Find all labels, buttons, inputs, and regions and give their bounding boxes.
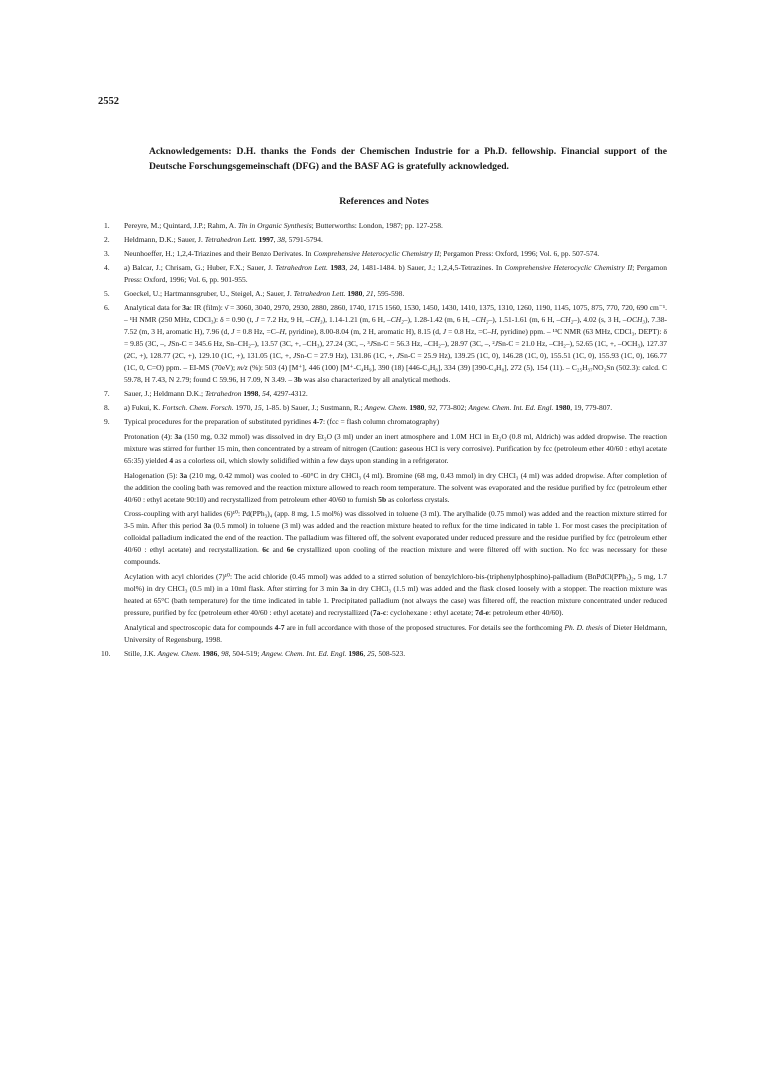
ref-text-run: 5b bbox=[378, 494, 387, 504]
reference-subparagraph bbox=[124, 470, 667, 506]
ref-text-run: , 508-523. bbox=[374, 648, 406, 658]
ref-text-run: a) Fukui, K. bbox=[124, 403, 163, 412]
ref-text-run: Tin in Organic Synthesis bbox=[237, 221, 312, 230]
ref-text-run: 98 bbox=[221, 648, 229, 658]
ref-text-run: Neunhoeffer, H.; 1,2,4-Triazines and their Benzo Derivates. In bbox=[124, 249, 314, 259]
ref-text-run: 1986 bbox=[202, 648, 218, 658]
reference-item bbox=[104, 416, 667, 645]
ref-text-run: Sn-C = 21.0 Hz, –CH₂–), 52.65 (1C, +, –OCH₃), 127.37 (2C, +), 128.77 (2C, +), 129.10 (1C, +), 131.05 (1C, +, bbox=[124, 339, 667, 360]
acknowledgements-text: D.H. thanks the Fonds der Chemischen Industrie for a Ph.D. fellowship. Financial support of the Deutsche Forschungsgemeinschaft (DFG) and the BASF AG is gratefully acknowledged. bbox=[149, 146, 667, 172]
reference-number: 1. bbox=[104, 221, 110, 230]
ref-text-run: 6c bbox=[262, 545, 270, 555]
reference-subparagraph bbox=[124, 431, 667, 467]
reference-body bbox=[124, 648, 667, 660]
acknowledgements-heading: Acknowledgements: bbox=[149, 146, 232, 157]
ref-text-run: Angew. Chem. Int. Ed. Engl. bbox=[468, 403, 554, 412]
ref-text-run: J bbox=[231, 327, 235, 337]
ref-text-run: 3a bbox=[182, 303, 190, 313]
reference-number: 8. bbox=[104, 403, 110, 412]
ref-text-run: OCH₃ bbox=[626, 315, 645, 325]
ref-text-run: , bbox=[345, 263, 350, 273]
ref-text-run: Stille, J.K. bbox=[124, 648, 158, 658]
ref-text-run: = 0.8 Hz, =C– bbox=[446, 327, 492, 337]
ref-text-run: Heldmann, D.K.; Sauer, J. bbox=[124, 235, 205, 245]
reference-item bbox=[104, 388, 667, 400]
ref-text-run: Ph. D. thesis bbox=[564, 622, 603, 632]
ref-text-run: CH₂ bbox=[560, 315, 574, 325]
ref-text-run: Fortsch. Chem. Forsch. bbox=[162, 403, 234, 412]
ref-text-run: 1986 bbox=[348, 648, 364, 658]
ref-text-run: 1980 bbox=[555, 403, 571, 412]
ref-text-run: (0.5 mmol) in toluene (3 ml) was added and the reaction mixture heated to reflux for the time indicated in table 1. For most cases the precipitation of colloidal palladium indicated the end of the reaction. The palladium was filtered off, the solvent evaporated under reduced pressure and the residue purified by fcc (petroleum ether 40/60 : ethyl acetate) and recrystallization. bbox=[124, 521, 667, 555]
ref-text-run: Comprehensive Heterocyclic Chemistry II bbox=[313, 249, 440, 259]
ref-text-run: : IR (film): ν̄ = 3060, 3040, 2970, 2930, 2880, 2860, 1740, 1715 1560, 1530, 1450, 1430, 1410, 1375, 1310, 1260, 1190, 1145, 1075, 875, 770, 720, 690 cm⁻¹. – ¹H NMR (250 MHz, CDCl₃): δ = 0.90 (t, bbox=[124, 303, 667, 325]
ref-text-run: 3a bbox=[179, 470, 188, 480]
ref-text-run: 25 bbox=[367, 648, 375, 658]
ref-text-run: = 7.2 Hz, 9 H, – bbox=[258, 315, 310, 325]
ref-text-run: –), 4.02 (s, 3 H, – bbox=[573, 315, 627, 325]
ref-text-run: 1998 bbox=[243, 388, 259, 398]
ref-text-run: J bbox=[167, 339, 172, 349]
ref-text-run: , 4297-4312. bbox=[269, 388, 308, 398]
reference-number: 5. bbox=[104, 289, 110, 299]
ref-text-run: Tetrahedron Lett. bbox=[293, 289, 346, 299]
ref-text-run: in dry CHCl₃ (1.5 ml) was added and the flask closed loosely with a stopper. The reaction mixture was heated at 65°C (bath temperature) for the time indicated in table 1. Precipitated palladium (not always the case) was filtered off, the reaction mixture concentrated under reduced pressure, purified by fcc (petroleum ether 40/60 : ethyl acetate) and recrystallized ( bbox=[124, 583, 667, 617]
reference-body bbox=[124, 302, 667, 385]
ref-text-run: ; Butterworths: London, 1987; pp. 127-258. bbox=[311, 221, 443, 230]
ref-text-run: , bbox=[424, 403, 429, 412]
reference-item bbox=[104, 302, 667, 385]
ref-text-run: , bbox=[273, 235, 278, 245]
ref-text-run: , pyridine) ppm. – ¹³C NMR (63 MHz, CDCl₃, DEPT): δ = 9.85 (3C, –, bbox=[124, 327, 667, 349]
ref-text-run: (%): 503 (4) [M⁺], 446 (100) [M⁺-C₄H₉], 390 (18) [446-C₄H₈], 334 (39) [390-C₄H₈], 272 (5), 154 (11). – C₂₅H₃₇NO₂Sn (502.3): calcd. C 59.78, H 7.43, N 2.79; found C 59.96, H 7.09, N 3.49. – bbox=[124, 362, 667, 384]
ref-text-run: 7a-c bbox=[372, 607, 387, 617]
ref-text-run: Sauer, J.; Heldmann D.K.; bbox=[124, 388, 205, 398]
ref-text-run: Angew. Chem. bbox=[157, 648, 201, 658]
ref-text-run: 1983 bbox=[330, 263, 346, 273]
reference-number: 10. bbox=[101, 648, 111, 658]
ref-text-run: H bbox=[491, 327, 497, 337]
reference-number: 4. bbox=[104, 263, 110, 273]
ref-text-run: Typical procedures for the preparation of substituted pyridines bbox=[124, 417, 314, 427]
ref-text-run: 15 bbox=[254, 403, 262, 412]
reference-number: 9. bbox=[104, 417, 110, 427]
reference-number: 7. bbox=[104, 388, 110, 398]
ref-text-run: , 1481-1484. b) Sauer, J.; 1,2,4,5-Tetrazines. In bbox=[357, 263, 505, 273]
ref-text-run: , bbox=[362, 289, 367, 299]
ref-text-run: Goeckel, U.; Hartmannsgruber, U., Steigel, A.; Sauer, J. bbox=[124, 289, 294, 299]
ref-text-run: crystallized upon cooling of the reaction mixture and were filtered off with suction. No fcc was necessary for these compounds. bbox=[124, 545, 667, 567]
ref-text-run: CH₃ bbox=[309, 315, 323, 325]
ref-text-run: 1970, bbox=[233, 403, 255, 412]
ref-text-run: : (fcc = flash column chromatography) bbox=[323, 417, 440, 427]
references-list bbox=[101, 220, 668, 662]
reference-item bbox=[104, 288, 667, 300]
ref-text-run: 7d-e bbox=[475, 607, 489, 617]
reference-number: 2. bbox=[104, 235, 110, 245]
ref-text-run: J bbox=[396, 351, 400, 360]
ref-text-run: , bbox=[258, 388, 263, 398]
references-title: References and Notes bbox=[339, 196, 429, 207]
ref-text-run: 1997 bbox=[258, 235, 274, 245]
ref-text-run: J bbox=[369, 339, 373, 349]
reference-item bbox=[104, 234, 667, 246]
ref-text-run: Comprehensive Heterocyclic Chemistry II bbox=[504, 263, 633, 273]
ref-text-run: 4 bbox=[169, 455, 174, 465]
ref-text-run: Analytical data for bbox=[124, 303, 183, 313]
ref-text-run: m/z bbox=[237, 362, 248, 372]
ref-text-run: are in full accordance with those of the proposed structures. For details see the forthcoming bbox=[284, 622, 565, 632]
ref-text-run: Angew. Chem. Int. Ed. Engl. bbox=[261, 648, 347, 658]
ref-text-run: CH₂ bbox=[390, 315, 404, 325]
ref-text-run: 24 bbox=[349, 263, 358, 273]
ref-text-run: CH₂ bbox=[475, 315, 489, 325]
ref-text-run: 3a bbox=[203, 521, 212, 531]
ref-text-run: Tetrahedron Lett. bbox=[204, 235, 257, 245]
ref-text-run: : petroleum ether 40/60). bbox=[488, 607, 564, 617]
ref-text-run: Acylation with acyl chlorides (7)¹⁰: The acid chloride (0.45 mmol) was added to a stirred solution of benzylchloro-bis-(triphenylphosphino)-palladium (BnPdCl(PPh₃)₂, 5 mg, 1.7 mol%) in dry CHCl₃ (0.5 ml) in a 10ml flask. After stirring for 3 min bbox=[124, 571, 667, 593]
reference-subparagraph bbox=[124, 508, 667, 568]
ref-text-run: 3b bbox=[294, 374, 302, 384]
ref-text-run: as colorless crystals. bbox=[386, 494, 450, 504]
ref-text-run: : cyclohexane : ethyl acetate; bbox=[386, 607, 476, 617]
page-number: 2552 bbox=[98, 96, 119, 107]
ref-text-run: as a colorless oil, which slowly solidified within a few days upon standing in a refrigerator. bbox=[173, 455, 449, 465]
ref-text-run: , bbox=[363, 648, 368, 658]
reference-body bbox=[124, 416, 667, 428]
ref-text-run: J bbox=[442, 327, 447, 337]
ref-text-run: Cross-coupling with aryl halides (6)¹⁰: Pd(PPh₃)₄ (app. 8 mg, 1.5 mol%) was dissolved in toluene (3 ml). The arylhalide (0.75 mmol) was added and the reaction mixture stirred for 3-5 min. After this period bbox=[124, 509, 667, 531]
ref-text-run: Analytical and spectroscopic data for compounds bbox=[124, 622, 275, 632]
reference-item bbox=[104, 220, 667, 232]
ref-text-run: , 504-519; bbox=[228, 648, 262, 658]
ref-text-run: Protonation (4): bbox=[124, 432, 175, 441]
ref-text-run: J bbox=[255, 315, 259, 325]
ref-text-run: 3a bbox=[174, 432, 183, 441]
ref-text-run: 4-7 bbox=[274, 622, 285, 632]
reference-body bbox=[124, 288, 667, 300]
ref-text-run: a) Balcar, J.; Chrisam, G.; Huber, F.X.; Sauer, J. bbox=[124, 263, 276, 273]
reference-number: 6. bbox=[104, 303, 110, 313]
reference-item bbox=[104, 248, 667, 260]
reference-subparagraph bbox=[124, 571, 667, 619]
ref-text-run: (150 mg, 0.32 mmol) was dissolved in dry Et₂O (3 ml) under an inert atmosphere and 1.0M HCl in Et₂O (0.8 ml, Aldrich) was added dropwise. The reaction mixture was stirred for further 15 min, then concentrated by a stream of nitrogen (Caution: gaseous HCl is very corrosive). Purification by fcc (petroleum ether 40/60 : ethyl acetate 65:35) yielded bbox=[124, 432, 667, 465]
ref-text-run: , 19, 779-807. bbox=[570, 403, 613, 412]
ref-text-run: 6e bbox=[286, 545, 294, 555]
ref-text-run: 54 bbox=[262, 388, 270, 398]
reference-item bbox=[104, 262, 667, 286]
ref-text-run: , 773-802; bbox=[435, 403, 469, 412]
ref-text-run: , 5791-5794. bbox=[284, 235, 323, 245]
reference-body bbox=[124, 402, 667, 414]
ref-text-run: ), 1.14-1.21 (m, 6 H, – bbox=[322, 315, 391, 325]
ref-text-run: Angew. Chem. bbox=[364, 403, 408, 412]
ref-text-run: Sn-C = 27.9 Hz), 131.86 (1C, +, bbox=[296, 351, 397, 360]
reference-body bbox=[124, 248, 667, 260]
ref-text-run: , 595-598. bbox=[373, 289, 405, 299]
ref-text-run: , pyridine), 8.00-8.04 (m, 2 H, aromatic H), 8.15 (d, bbox=[284, 327, 443, 337]
ref-text-run: H bbox=[279, 327, 285, 337]
ref-text-run: Sn-C = 56.3 Hz, –CH₂–), 28.97 (3C, –, ² bbox=[372, 339, 495, 349]
reference-number: 3. bbox=[104, 249, 110, 259]
ref-text-run: ), 7.38-7.52 (m, 3 H, aromatic H), 7.96 (d, bbox=[124, 315, 667, 337]
reference-subparagraph bbox=[124, 622, 667, 646]
ref-text-run: Halogenation (5): bbox=[124, 470, 180, 480]
ref-text-run: ; Pergamon Press: Oxford, 1996; Vol. 6, pp. 507-574. bbox=[439, 249, 600, 259]
ref-text-run: was also characterized by all analytical methods. bbox=[301, 374, 451, 384]
ref-text-run: 38 bbox=[277, 235, 285, 245]
reference-body bbox=[124, 220, 667, 232]
reference-item bbox=[104, 402, 667, 414]
ref-text-run: 92 bbox=[428, 403, 436, 412]
ref-text-run: J bbox=[293, 351, 297, 360]
reference-body bbox=[124, 388, 667, 400]
ref-text-run: of Dieter Heldmann, University of Regensburg, 1998. bbox=[124, 622, 668, 644]
ref-text-run: and bbox=[269, 545, 287, 555]
ref-text-run: –), 1.28-1.42 (m, 6 H, – bbox=[403, 315, 476, 325]
ref-text-run: , 1-85. b) Sauer, J.; Sustmann, R.; bbox=[261, 403, 365, 412]
ref-text-run: Tetrahedron bbox=[204, 388, 242, 398]
reference-body bbox=[124, 262, 667, 286]
ref-text-run: (210 mg, 0.42 mmol) was cooled to -60°C in dry CHCl₃ (4 ml). Bromine (68 mg, 0.43 mmol) in dry CHCl₃ (4 ml) was added dropwise. After completion of the addition the cooling bath was removed and the reaction mixture allowed to reach room temperature. The solvent was evaporated and the residue purified by fcc (petroleum ether 40/60 : ethyl acetate 90:10) and recrystallized from petroleum ether 40/60 to furnish bbox=[124, 470, 668, 504]
ref-text-run: Pereyre, M.; Quintard, J.P.; Rahm, A. bbox=[124, 221, 238, 230]
ref-text-run: 1980 bbox=[409, 403, 425, 412]
ref-text-run: 4-7 bbox=[313, 417, 324, 427]
ref-text-run: J bbox=[494, 339, 498, 349]
ref-text-run: ; Pergamon Press: Oxford, 1996; Vol. 6, pp. 901-955. bbox=[124, 263, 668, 285]
ref-text-run: –), 1.51-1.61 (m, 6 H, – bbox=[488, 315, 561, 325]
ref-text-run: = 0.8 Hz, =C– bbox=[234, 327, 280, 337]
ref-text-run: , bbox=[217, 648, 222, 658]
ref-text-run: Sn-C = 25.9 Hz), 139.25 (1C, 0), 146.28 (1C, 0), 155.51 (1C, 0), 155.93 (1C, 0), 166.77 (1C, 0, C=O) ppm. – EI-MS (70eV); bbox=[124, 351, 667, 372]
ref-text-run: 1980 bbox=[347, 289, 363, 299]
ref-text-run: Sn-C = 345.6 Hz, Sn–CH₂–), 13.57 (3C, +, –CH₃), 27.24 (3C, –, ³ bbox=[171, 339, 370, 349]
ref-text-run: 21 bbox=[366, 289, 374, 299]
ref-text-run: Tetrahedron Lett. bbox=[275, 263, 328, 273]
reference-item bbox=[101, 648, 667, 660]
acknowledgements bbox=[149, 144, 667, 174]
reference-body bbox=[124, 234, 667, 246]
ref-text-run: 3a bbox=[340, 583, 348, 593]
